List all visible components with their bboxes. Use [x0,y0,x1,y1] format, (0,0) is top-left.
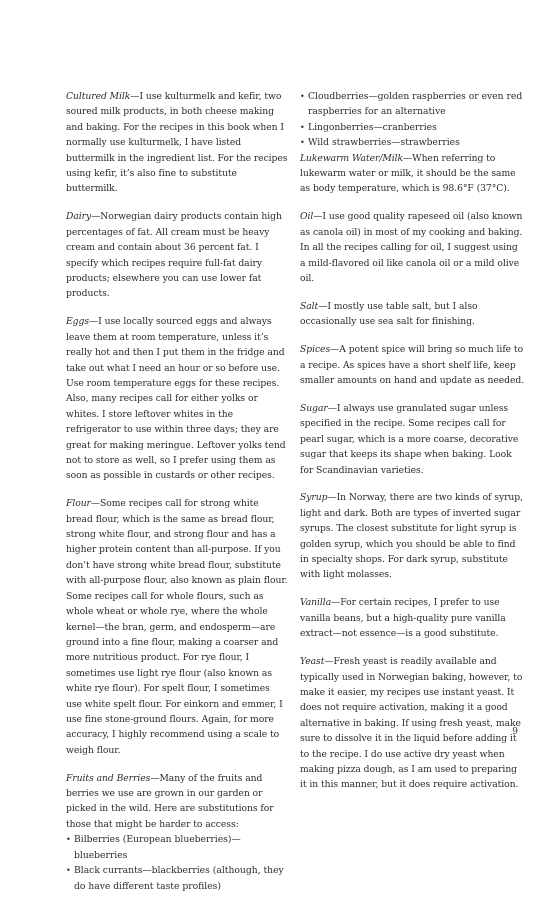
entry-text: For certain recipes, I prefer to use vanilla beans, but a high-quality pure vanilla extract—not essence—is a good substitute. [300,597,506,640]
entry-text: I use kulturmelk and kefir, two soured milk products, in both cheese making and baking. For the recipes in this book when I normally use kulturmelk, I have listed buttermilk in the ingredient list. For the recipes using kefir, it’s also fine to substitute buttermilk. [66,91,288,195]
entry-fruits-and-berries [66,771,288,894]
entry-spices: Spices—A potent spice will bring so much life to a recipe. As spices have a short shelf life, keep smaller amounts on hand and update as needed. [300,344,525,386]
entry-flour: Flour—Some recipes call for strong white bread flour, which is the same as bread flour, strong white flour, and strong flour and has a higher protein content than all-purpose. If you don’t have strong white bread flour, substitute with all-purpose flour, also known as plain flour. Some recipes call for whole flours, such as whole wheat or whole rye, where the whole kernel—the bran, germ, and endosperm—are ground into a fine flour, making a coarser and more nutritious product. For rye flour, I sometimes use light rye flour (also known as white rye flour). For spelt flour, I sometimes use white spelt flour. For einkorn and emmer, I use fine stone-ground flours. Again, for more accuracy, I highly recommend using a scale to weigh flour. [66,498,288,756]
substitution-list-continued [300,89,526,151]
entry-term: Vanilla [300,597,332,609]
entry-text: Many of the fruits and berries we use are grown in our garden or picked in the wild. Here are substitutions for those that might be harder to access: [66,772,274,830]
entry-term: Sugar [300,402,328,414]
entry-term: Spices [300,344,331,356]
substitution-list [66,832,288,894]
entry-term: Flour [66,498,91,510]
list-item: • Wild strawberries—strawberries [300,135,526,150]
left-column [66,89,288,906]
entry-text: In Norway, there are two kinds of syrup, light and dark. Both are types of inverted sugar syrups. The closest substitute for light syrup is golden syrup, which you should be able to find in specialty shops. For dark syrup, substitute with light molasses. [300,492,523,581]
entry-text: A potent spice will bring so much life to a recipe. As spices have a short shelf life, keep smaller amounts on hand and update as needed. [300,344,525,386]
page-number: 9 [512,727,518,737]
entry-term: Dairy [66,211,92,223]
entry-text: Norwegian dairy products contain high percentages of fat. All cream must be heavy cream and contain about 36 percent fat. I specify which recipes require full-fat dairy products; elsewhere you can use lower fat products. [66,211,282,300]
entry-salt: Salt—I mostly use table salt, but I also occasionally use sea salt for finishing. [300,300,478,328]
entry-term: Salt [300,300,319,312]
entry-text: I use locally sourced eggs and always leave them at room temperature, unless it’s really hot and then I put them in the fridge and take out what I need an hour or so before use. Use room temperature eggs for these recipes. Also, many recipes call for either yolks or whites. I store leftover whites in the refrigerator to use within three days; they are great for making meringue. Leftover yolks tend not to store as well, so I prefer using them as soon as possible in custards or other recipes. [66,316,286,482]
entry-text: Fresh yeast is readily available and typically used in Norwegian baking, however, to make it easier, my recipes use instant yeast. It does not require activation, making it a good alternative in baking. If using fresh yeast, make sure to dissolve it in the liquid before adding it to the recipe. I do use active dry yeast when making pizza dough, as I am used to preparing it in this manner, but it does require activation. [300,656,523,791]
entry-term: Eggs [66,316,89,328]
entry-cultured-milk: Cultured Milk—I use kulturmelk and kefir, two soured milk products, in both cheese making and baking. For the recipes in this book when I normally use kulturmelk, I have listed buttermilk in the ingredient list. For the recipes using kefir, it’s also fine to substitute buttermilk. [66,91,288,195]
entry-syrup: Syrup—In Norway, there are two kinds of syrup, light and dark. Both are types of inverted sugar syrups. The closest substitute for light syrup is golden syrup, which you should be able to find in specialty shops. For dark syrup, substitute with light molasses. [300,492,523,581]
entry-sugar: Sugar—I always use granulated sugar unless specified in the recipe. Some recipes call for pearl sugar, which is a more coarse, decorative sugar that keeps its shape when baking. Look for Scandinavian varieties. [300,402,519,476]
list-item: • Cloudberries—golden raspberries or even red raspberries for an alternative [300,89,526,120]
entry-term: Cultured Milk [66,91,131,102]
right-column [300,89,526,805]
entry-oil: Oil—I use good quality rapeseed oil (also known as canola oil) in most of my cooking and baking. In all the recipes calling for oil, I suggest using a mild-flavored oil like canola oil or a mild olive oil. [300,211,523,284]
entry-text: I always use granulated sugar unless specified in the recipe. Some recipes call for pearl sugar, which is a more coarse, decorative sugar that keeps its shape when baking. Look for Scandinavian varieties. [300,402,519,476]
entry-term: Syrup [300,492,328,504]
entry-text: Some recipes call for strong white bread flour, which is the same as bread flour, strong white flour, and strong flour and has a higher protein content than all-purpose. If you don’t have strong white bread flour, substitute with all-purpose flour, also known as plain flour. Some recipes call for whole flours, such as whole wheat or whole rye, where the whole kernel—the bran, germ, and endosperm—are ground into a fine flour, making a coarser and more nutritious product. For rye flour, I sometimes use light rye flour (also known as white rye flour). For spelt flour, I sometimes use white spelt flour. For einkorn and emmer, I use fine stone-ground flours. Again, for more accuracy, I highly recommend using a scale to weigh flour. [66,498,288,756]
entry-term: Oil [300,211,314,223]
entry-text: I mostly use table salt, but I also occasionally use sea salt for finishing. [300,300,478,328]
entry-paragraph: Fruits and Berries—Many of the fruits and berries we use are grown in our garden or picked in the wild. Here are substitutions for those that might be harder to access: [66,772,274,830]
entry-text: I use good quality rapeseed oil (also known as canola oil) in most of my cooking and baking. In all the recipes calling for oil, I suggest using a mild-flavored oil like canola oil or a mild olive oil. [300,211,523,284]
list-item: • Lingonberries—cranberries [300,120,526,135]
entry-dairy: Dairy—Norwegian dairy products contain high percentages of fat. All cream must be heavy cream and contain about 36 percent fat. I specify which recipes require full-fat dairy products; elsewhere you can use lower fat products. [66,211,282,300]
entry-term: Lukewarm Water/Milk [300,152,404,164]
entry-term: Fruits and Berries [66,772,151,784]
entry-text: When referring to lukewarm water or milk, it should be the same as body temperature, which is 98.6°F (37°C). [300,152,516,195]
list-item: • Black currants—blackberries (although, they do have different taste profiles) [66,863,288,894]
entry-eggs: Eggs—I use locally sourced eggs and always leave them at room temperature, unless it’s really hot and then I put them in the fridge and take out what I need an hour or so before use. Use room temperature eggs for these recipes. Also, many recipes call for either yolks or whites. I store leftover whites in the refrigerator to use within three days; they are great for making meringue. Leftover yolks tend not to store as well, so I prefer using them as soon as possible in custards or other recipes. [66,316,286,482]
entry-lukewarm: Lukewarm Water/Milk—When referring to lukewarm water or milk, it should be the same as body temperature, which is 98.6°F (37°C). [300,152,516,195]
entry-term: Yeast [300,656,325,668]
entry-yeast: Yeast—Fresh yeast is readily available and typically used in Norwegian baking, however, to make it easier, my recipes use instant yeast. It does not require activation, making it a good alternative in baking. If using fresh yeast, make sure to dissolve it in the liquid before adding it to the recipe. I do use active dry yeast when making pizza dough, as I am used to preparing it in this manner, but it does require activation. [300,656,523,791]
entry-vanilla: Vanilla—For certain recipes, I prefer to use vanilla beans, but a high-quality pure vanilla extract—not essence—is a good substitute. [300,597,506,640]
list-item: • Bilberries (European blueberries)—blueberries [66,832,288,863]
